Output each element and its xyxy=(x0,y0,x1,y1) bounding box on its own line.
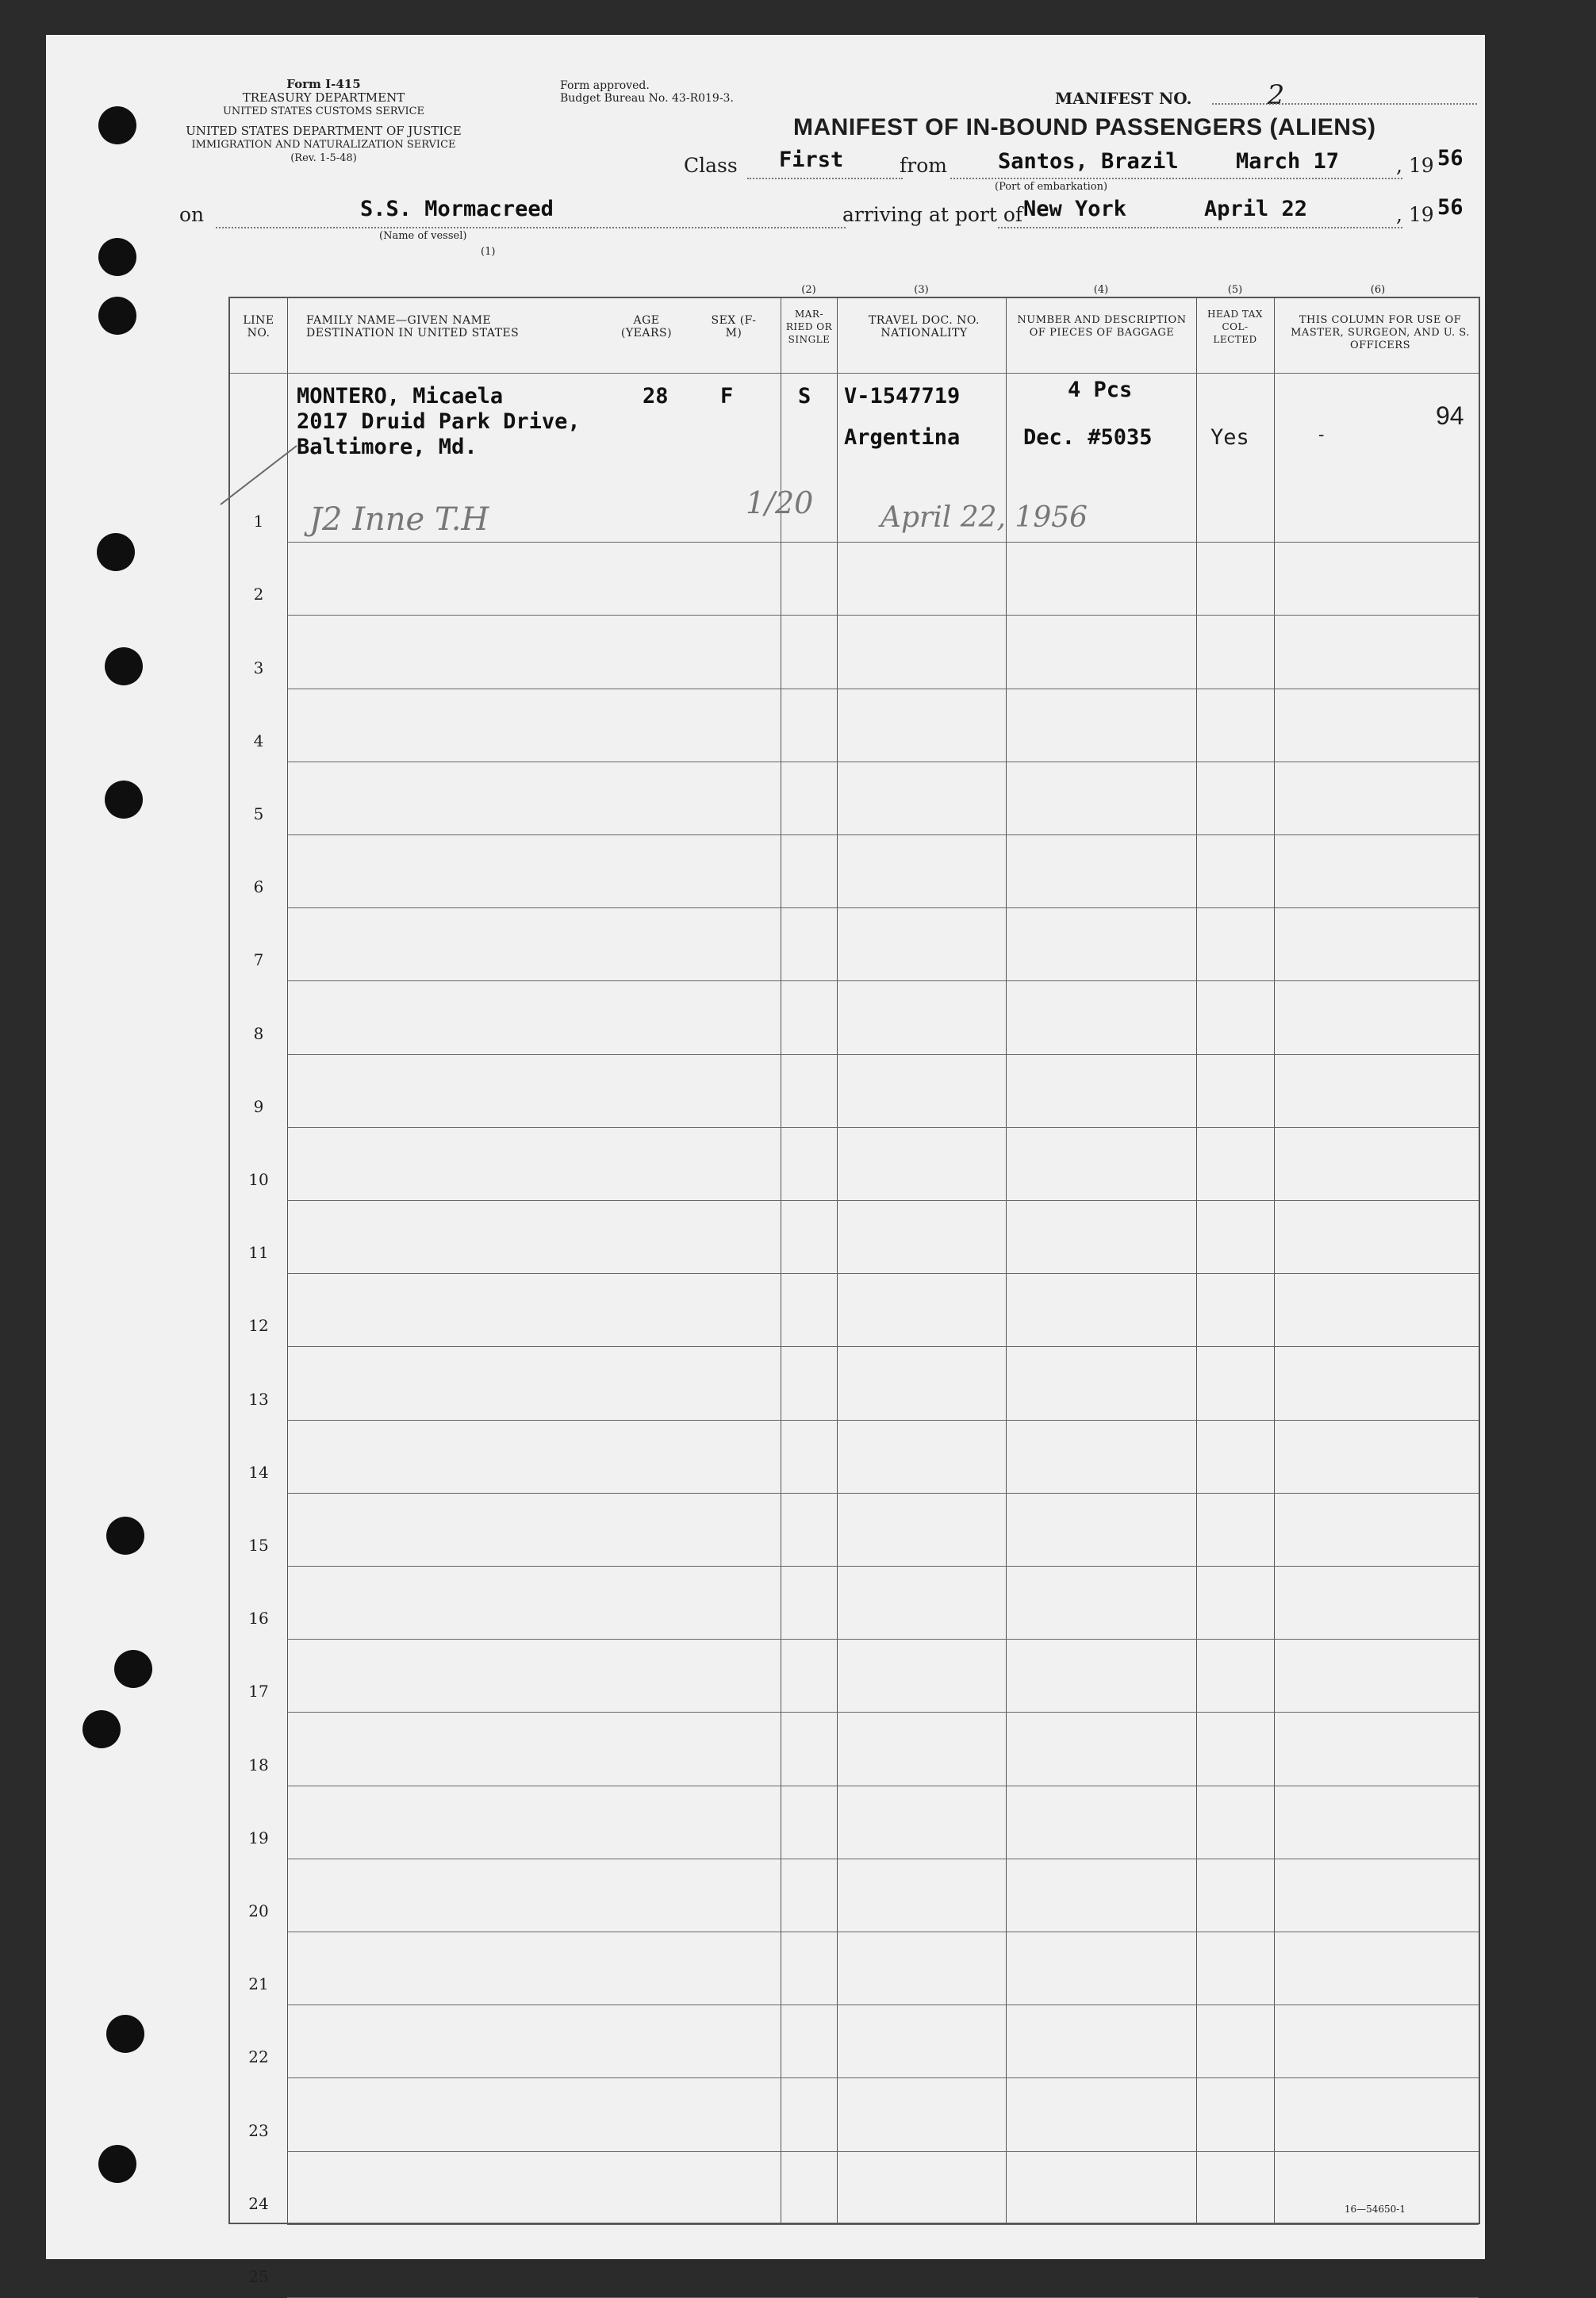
row-line xyxy=(287,1420,1479,1421)
punch-hole xyxy=(106,1517,144,1555)
header-line-no: LINE NO. xyxy=(243,314,274,340)
row-line xyxy=(287,2151,1479,2152)
row-line xyxy=(287,542,1479,543)
col-num-1-top: (1) xyxy=(481,246,496,258)
handwritten-date: April 22, 1956 xyxy=(880,501,1088,534)
row-line xyxy=(287,907,1479,908)
from-line xyxy=(950,178,1402,179)
officer-dash: - xyxy=(1318,425,1325,445)
passenger-age: 28 xyxy=(643,384,669,409)
row-number: 1 xyxy=(253,512,264,531)
row-number: 15 xyxy=(248,1536,269,1555)
col-num-5: (5) xyxy=(1227,284,1243,296)
punch-hole xyxy=(98,238,136,276)
form-approved: Form approved. xyxy=(560,79,650,92)
row-line xyxy=(287,1566,1479,1567)
check-mark xyxy=(217,441,305,512)
officer-note: 94 xyxy=(1436,401,1464,430)
row-number: 17 xyxy=(248,1682,269,1701)
header-officers: THIS COLUMN FOR USE OF MASTER, SURGEON, AND U. S. OFFICERS xyxy=(1291,314,1470,351)
punch-hole xyxy=(105,781,143,819)
baggage-count: 4 Pcs xyxy=(1068,378,1133,402)
row-number: 11 xyxy=(248,1243,269,1263)
row-number: 10 xyxy=(248,1170,269,1189)
on-label: on xyxy=(179,203,205,226)
passenger-address-2: Baltimore, Md. xyxy=(297,435,478,459)
row-number: 8 xyxy=(253,1023,264,1043)
header-separator xyxy=(230,373,1479,374)
row-number: 7 xyxy=(253,950,264,970)
from-label: from xyxy=(900,154,947,177)
row-line xyxy=(287,1054,1479,1055)
approval-block xyxy=(560,79,734,105)
punch-hole xyxy=(114,1650,152,1688)
handwritten-mark: 1/20 xyxy=(746,485,814,520)
header-married: MAR-RIED OR SINGLE xyxy=(785,309,833,345)
row-number: 16 xyxy=(248,1609,269,1629)
manifest-no-label: MANIFEST NO. xyxy=(1055,89,1192,108)
row-line xyxy=(287,2077,1479,2078)
col-num-3: (3) xyxy=(914,284,929,296)
row-number: 18 xyxy=(248,1755,269,1774)
budget-bureau: Budget Bureau No. 43-R019-3. xyxy=(560,92,734,105)
row-number: 25 xyxy=(248,2267,269,2286)
revision: (Rev. 1-5-48) xyxy=(290,152,357,164)
header-sex: SEX (F-M) xyxy=(711,314,757,340)
arriving-label: arriving at port of xyxy=(842,203,1023,226)
class-label: Class xyxy=(684,154,738,177)
punch-hole xyxy=(106,2015,144,2053)
class-line xyxy=(747,178,903,179)
col-num-6: (6) xyxy=(1370,284,1386,296)
passenger-doc-no: V-1547719 xyxy=(844,384,961,409)
form-number: Form I-415 xyxy=(286,77,361,91)
arrival-port: New York xyxy=(1023,197,1127,221)
row-number: 2 xyxy=(253,585,264,604)
vessel-name: S.S. Mormacreed xyxy=(360,197,554,221)
ins-line: IMMIGRATION AND NATURALIZATION SERVICE xyxy=(191,139,456,151)
arrival-date: April 22 xyxy=(1204,197,1308,221)
arrival-year-prefix: , 19 xyxy=(1396,203,1434,226)
row-number: 23 xyxy=(248,2120,269,2140)
row-number: 21 xyxy=(248,1974,269,1994)
row-number: 6 xyxy=(253,877,264,897)
embark-date: March 17 xyxy=(1236,149,1340,174)
header-age: AGE (YEARS) xyxy=(620,314,673,340)
class-value: First xyxy=(779,148,844,172)
punch-hole xyxy=(97,533,135,571)
embark-year: 56 xyxy=(1437,146,1464,171)
embark-port: Santos, Brazil xyxy=(998,149,1179,174)
punch-hole xyxy=(98,2145,136,2183)
baggage-declaration: Dec. #5035 xyxy=(1023,425,1153,450)
passenger-address-1: 2017 Druid Park Drive, xyxy=(297,409,581,434)
header-head-tax: HEAD TAX COL-LECTED xyxy=(1207,309,1263,345)
passenger-marital: S xyxy=(798,384,811,409)
row-number: 12 xyxy=(248,1316,269,1336)
passenger-nationality: Argentina xyxy=(844,425,961,450)
row-number: 9 xyxy=(253,1096,264,1116)
row-number: 20 xyxy=(248,1901,269,1920)
row-line xyxy=(287,1200,1479,1201)
row-number: 3 xyxy=(253,658,264,677)
col-num-2: (2) xyxy=(801,284,816,296)
passenger-name: MONTERO, Micaela xyxy=(297,384,504,409)
row-number: 14 xyxy=(248,1462,269,1482)
header-name: FAMILY NAME—GIVEN NAME DESTINATION IN UNITED STATES xyxy=(306,314,520,340)
department-block xyxy=(181,78,466,165)
punch-hole xyxy=(98,297,136,335)
vessel-caption: (Name of vessel) xyxy=(379,230,467,242)
row-number: 22 xyxy=(248,2047,269,2067)
row-number: 5 xyxy=(253,804,264,823)
passenger-sex: F xyxy=(720,384,734,409)
manifest-no-line xyxy=(1212,103,1477,105)
manifest-title: MANIFEST OF IN-BOUND PASSENGERS (ALIENS) xyxy=(793,114,1376,140)
row-line xyxy=(287,1639,1479,1640)
customs-service: UNITED STATES CUSTOMS SERVICE xyxy=(222,106,425,117)
row-line xyxy=(287,2224,1479,2225)
punch-hole xyxy=(82,1710,121,1748)
head-tax-value: Yes xyxy=(1210,425,1249,450)
row-line xyxy=(287,1346,1479,1347)
row-line xyxy=(287,980,1479,981)
row-line xyxy=(287,1712,1479,1713)
manifest-number-block xyxy=(1055,79,1284,111)
arrival-line xyxy=(998,227,1402,228)
row-number: 24 xyxy=(248,2193,269,2213)
justice-dept: UNITED STATES DEPARTMENT OF JUSTICE xyxy=(186,124,462,138)
header-travel-doc: TRAVEL DOC. NO. NATIONALITY xyxy=(868,314,980,340)
row-line xyxy=(287,1273,1479,1274)
manifest-no-value: 2 xyxy=(1267,79,1285,111)
passenger-table xyxy=(228,284,1480,2286)
header-baggage: NUMBER AND DESCRIPTION OF PIECES OF BAGGAGE xyxy=(1017,314,1187,339)
col-num-4: (4) xyxy=(1093,284,1109,296)
punch-hole xyxy=(98,106,136,144)
arrival-year: 56 xyxy=(1437,195,1464,220)
embark-year-prefix: , 19 xyxy=(1396,154,1434,177)
row-number: 4 xyxy=(253,731,264,750)
row-number: 19 xyxy=(248,1828,269,1847)
row-number: 13 xyxy=(248,1389,269,1409)
row-line xyxy=(287,834,1479,835)
embark-caption: (Port of embarkation) xyxy=(995,181,1108,193)
form-print-code: 16—54650-1 xyxy=(1344,2204,1406,2215)
vessel-line xyxy=(216,227,846,228)
row-line xyxy=(287,1127,1479,1128)
punch-hole xyxy=(105,647,143,685)
manifest-sheet xyxy=(46,35,1485,2286)
row-line xyxy=(287,1493,1479,1494)
row-line xyxy=(287,615,1479,616)
handwritten-inspector: J2 Inne T.H xyxy=(309,501,489,538)
treasury-dept: TREASURY DEPARTMENT xyxy=(242,90,405,105)
